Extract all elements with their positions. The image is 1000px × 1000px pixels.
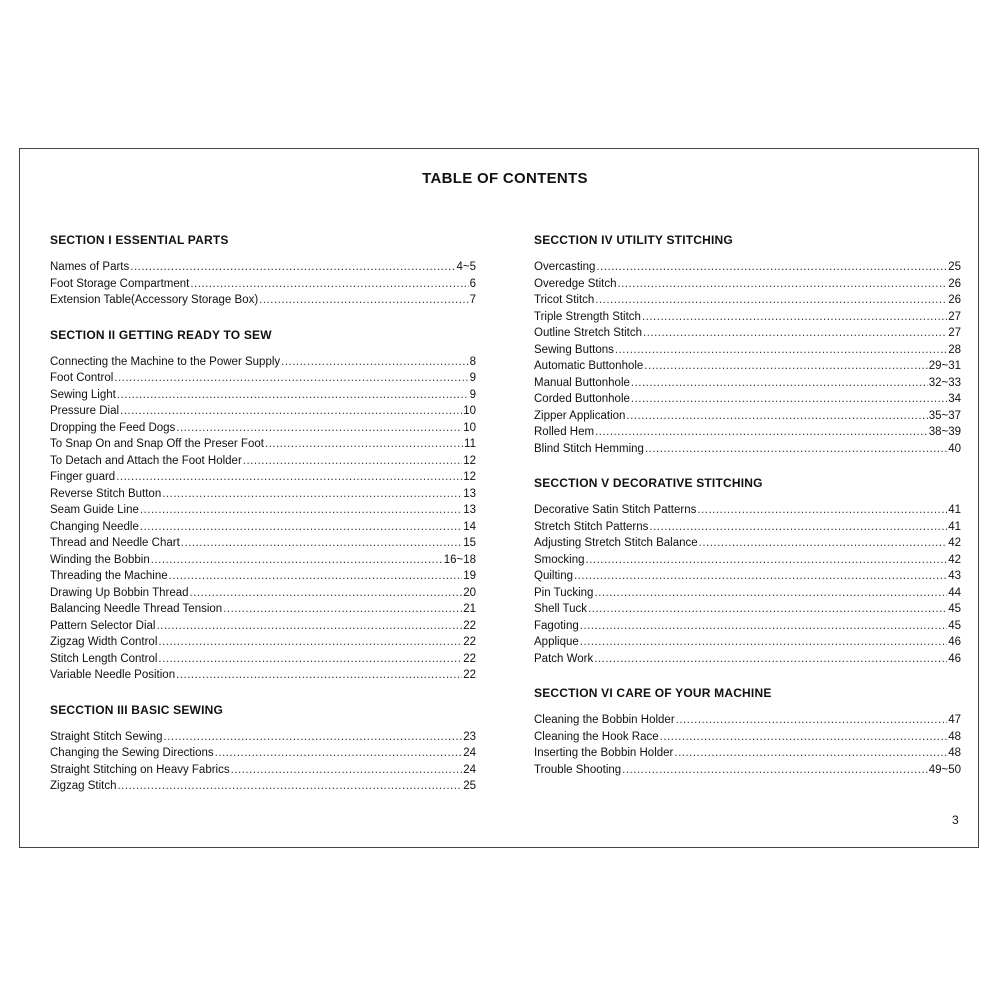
toc-entry-label: To Snap On and Snap Off the Preser Foot	[50, 438, 264, 450]
toc-entry-page: 4~5	[456, 261, 476, 273]
toc-entry	[534, 651, 961, 668]
toc-entry	[50, 601, 476, 618]
dot-leader	[117, 387, 469, 404]
toc-entry-page: 24	[463, 747, 476, 759]
dot-leader	[594, 651, 947, 668]
dot-leader	[162, 486, 462, 503]
dot-leader	[631, 375, 928, 392]
toc-entry-page: 12	[463, 454, 476, 467]
dot-leader	[117, 778, 462, 795]
toc-entry	[534, 729, 961, 746]
toc-entry	[534, 712, 961, 729]
dot-leader	[631, 391, 947, 408]
toc-entry-page: 38~39	[928, 426, 961, 438]
toc-entry-page: 49~50	[928, 763, 961, 776]
dot-leader	[615, 342, 947, 359]
toc-entry-list	[50, 259, 476, 309]
toc-entry-label: Fagoting	[534, 619, 579, 632]
dot-leader	[697, 502, 947, 519]
toc-entry-page: 43	[948, 570, 961, 582]
toc-entry	[534, 745, 961, 762]
toc-entry	[534, 375, 961, 392]
dot-leader	[622, 762, 928, 779]
toc-entry-label: Zipper Application	[534, 409, 626, 422]
page-number: 3	[952, 813, 959, 827]
right-column	[534, 232, 961, 796]
toc-entry	[534, 292, 961, 309]
toc-entry-label: To Detach and Attach the Foot Holder	[50, 454, 242, 467]
toc-entry-label: Pressure Dial	[50, 405, 120, 417]
toc-entry	[50, 778, 476, 795]
toc-entry-label: Zigzag Width Control	[50, 636, 158, 648]
toc-entry	[50, 453, 476, 470]
dot-leader	[649, 519, 947, 536]
toc-entry	[534, 601, 961, 618]
toc-entry-label: Balancing Needle Thread Tension	[50, 603, 223, 615]
toc-entry-page: 8	[469, 355, 476, 368]
toc-entry-label: Overedge Stitch	[534, 277, 617, 290]
toc-entry-page: 19	[463, 570, 476, 582]
dot-leader	[617, 276, 947, 293]
dot-leader	[190, 276, 468, 293]
toc-entry-page: 24	[463, 763, 476, 776]
toc-entry-page: 45	[948, 619, 961, 632]
dot-leader	[674, 745, 947, 762]
toc-entry	[50, 469, 476, 486]
toc-entry-page: 14	[463, 520, 476, 533]
toc-entry	[534, 441, 961, 458]
dot-leader	[676, 712, 948, 729]
toc-entry	[534, 552, 961, 569]
toc-entry-list	[50, 354, 476, 684]
toc-entry	[534, 259, 961, 276]
toc-entry-label: Zigzag Stitch	[50, 780, 117, 792]
toc-entry	[50, 762, 476, 779]
toc-entry-label: Winding the Bobbin	[50, 553, 150, 566]
toc-entry-label: Thread and Needle Chart	[50, 537, 180, 549]
dot-leader	[243, 453, 462, 470]
toc-entry-label: Stretch Stitch Patterns	[534, 520, 649, 533]
toc-entry-page: 28	[948, 343, 961, 356]
toc-entry-label: Applique	[534, 636, 579, 648]
dot-leader	[215, 745, 463, 762]
toc-entry-page: 6	[469, 277, 476, 290]
toc-entry-label: Corded Buttonhole	[534, 393, 630, 405]
toc-entry	[534, 634, 961, 651]
toc-entry-label: Threading the Machine	[50, 570, 168, 582]
section-heading: SECCTION III BASIC SEWING	[50, 702, 224, 717]
toc-entry	[50, 420, 476, 437]
toc-entry	[534, 585, 961, 602]
toc-entry-page: 40	[948, 442, 961, 455]
toc-entry	[50, 519, 476, 536]
dot-leader	[120, 403, 462, 420]
toc-entry-page: 47	[948, 714, 961, 726]
toc-entry-label: Reverse Stitch Button	[50, 487, 162, 500]
toc-entry-label: Pin Tucking	[534, 586, 594, 599]
toc-entry	[50, 292, 476, 309]
dot-leader	[130, 259, 455, 276]
toc-entry	[534, 502, 961, 519]
toc-entry-label: Sewing Light	[50, 388, 116, 401]
toc-entry-page: 22	[463, 619, 476, 632]
toc-entry-page: 26	[948, 277, 961, 290]
toc-entry-page: 45	[948, 603, 961, 615]
toc-entry-page: 34	[948, 393, 961, 405]
section-heading: SECCTION IV UTILITY STITCHING	[534, 233, 733, 247]
toc-entry-list	[534, 502, 961, 667]
toc-entry-page: 48	[948, 730, 961, 743]
toc-entry-list	[534, 259, 961, 457]
dot-leader	[223, 601, 462, 618]
toc-entry-label: Triple Strength Stitch	[534, 310, 641, 323]
toc-entry-label: Foot Storage Compartment	[50, 277, 190, 290]
toc-entry-page: 25	[948, 261, 961, 273]
toc-entry-label: Variable Needle Position	[50, 669, 176, 681]
dot-leader	[586, 552, 948, 569]
toc-entry-label: Seam Guide Line	[50, 504, 139, 516]
toc-entry-label: Overcasting	[534, 261, 596, 273]
section-heading: SECCTION VI CARE OF YOUR MACHINE	[534, 686, 772, 700]
toc-entry	[50, 745, 476, 762]
toc-entry-page: 13	[463, 504, 476, 516]
toc-entry-label: Inserting the Bobbin Holder	[534, 747, 674, 759]
toc-entry-label: Finger guard	[50, 471, 116, 483]
toc-entry	[50, 618, 476, 635]
toc-entry-label: Outline Stretch Stitch	[534, 327, 643, 339]
toc-entry	[534, 358, 961, 375]
toc-entry-label: Changing Needle	[50, 520, 139, 533]
toc-entry-label: Decorative Satin Stitch Patterns	[534, 504, 697, 516]
dot-leader	[699, 535, 948, 552]
section-heading: SECTION II GETTING READY TO SEW	[50, 327, 272, 342]
toc-entry	[50, 568, 476, 585]
toc-entry	[50, 634, 476, 651]
toc-entry-page: 12	[463, 471, 476, 483]
toc-entry-page: 7	[469, 294, 476, 306]
dot-leader	[164, 729, 463, 746]
toc-entry-page: 42	[948, 537, 961, 549]
toc-entry-label: Trouble Shooting	[534, 763, 622, 776]
dot-leader	[596, 259, 947, 276]
toc-entry-label: Dropping the Feed Dogs	[50, 421, 176, 434]
dot-leader	[169, 568, 463, 585]
toc-entry	[50, 370, 476, 387]
toc-entry	[534, 325, 961, 342]
toc-entry	[534, 309, 961, 326]
dot-leader	[580, 618, 947, 635]
dot-leader	[190, 585, 463, 602]
toc-entry-label: Stitch Length Control	[50, 652, 158, 665]
toc-entry	[50, 585, 476, 602]
dot-leader	[595, 292, 947, 309]
toc-entry	[534, 276, 961, 293]
toc-entry-label: Tricot Stitch	[534, 294, 595, 306]
page-title: TABLE OF CONTENTS	[422, 170, 588, 187]
toc-entry-page: 22	[463, 652, 476, 665]
dot-leader	[595, 424, 928, 441]
toc-entry-page: 22	[463, 669, 476, 681]
dot-leader	[151, 552, 443, 569]
toc-entry-label: Cleaning the Bobbin Holder	[534, 714, 675, 726]
toc-entry-page: 10	[463, 421, 476, 434]
toc-entry	[50, 502, 476, 519]
toc-entry	[534, 568, 961, 585]
dot-leader	[574, 568, 947, 585]
toc-entry	[50, 354, 476, 371]
toc-entry-label: Straight Stitch Sewing	[50, 730, 163, 743]
toc-entry-label: Extension Table(Accessory Storage Box)	[50, 294, 259, 306]
toc-entry-list	[50, 729, 476, 795]
toc-entry-label: Sewing Buttons	[534, 343, 614, 356]
dot-leader	[176, 667, 462, 684]
toc-entry	[50, 552, 476, 569]
dot-leader	[594, 585, 947, 602]
toc-entry	[50, 259, 476, 276]
toc-entry	[50, 651, 476, 668]
toc-entry-label: Shell Tuck	[534, 603, 588, 615]
toc-entry-page: 46	[948, 636, 961, 648]
toc-entry	[534, 391, 961, 408]
dot-leader	[181, 535, 462, 552]
toc-entry-page: 41	[948, 504, 961, 516]
dot-leader	[140, 502, 462, 519]
toc-entry	[534, 408, 961, 425]
dot-leader	[140, 519, 462, 536]
dot-leader	[114, 370, 468, 387]
toc-entry	[534, 535, 961, 552]
toc-entry-label: Patch Work	[534, 652, 594, 665]
left-column	[50, 232, 476, 813]
toc-entry	[50, 276, 476, 293]
dot-leader	[176, 420, 462, 437]
toc-entry	[534, 762, 961, 779]
toc-entry-page: 13	[463, 487, 476, 500]
toc-entry-label: Smocking	[534, 553, 585, 566]
toc-entry-label: Quilting	[534, 570, 573, 582]
toc-entry	[50, 387, 476, 404]
dot-leader	[158, 651, 462, 668]
toc-entry	[534, 424, 961, 441]
toc-entry-label: Foot Control	[50, 372, 114, 384]
dot-leader	[645, 441, 947, 458]
toc-entry-page: 10	[463, 405, 476, 417]
toc-entry-label: Changing the Sewing Directions	[50, 747, 214, 759]
toc-entry-label: Connecting the Machine to the Power Supply	[50, 355, 281, 368]
toc-entry-page: 26	[948, 294, 961, 306]
section-heading: SECCTION V DECORATIVE STITCHING	[534, 476, 763, 490]
toc-entry-page: 22	[463, 636, 476, 648]
toc-entry-page: 23	[463, 730, 476, 743]
toc-entry	[50, 729, 476, 746]
toc-entry-label: Adjusting Stretch Stitch Balance	[534, 537, 698, 549]
toc-entry-list	[534, 712, 961, 778]
toc-entry-page: 11	[464, 438, 476, 450]
toc-entry-label: Straight Stitching on Heavy Fabrics	[50, 763, 230, 776]
dot-leader	[259, 292, 468, 309]
toc-entry-label: Automatic Buttonhole	[534, 360, 644, 372]
toc-entry-page: 44	[948, 586, 961, 599]
toc-entry-page: 27	[948, 327, 961, 339]
toc-entry-page: 9	[469, 388, 476, 401]
toc-entry-page: 29~31	[928, 360, 961, 372]
toc-entry	[50, 535, 476, 552]
toc-entry-label: Rolled Hem	[534, 426, 595, 438]
toc-entry-page: 9	[469, 372, 476, 384]
toc-entry-page: 20	[463, 586, 476, 599]
dot-leader	[626, 408, 927, 425]
dot-leader	[265, 436, 463, 453]
dot-leader	[642, 309, 947, 326]
toc-entry-page: 48	[948, 747, 961, 759]
toc-entry	[50, 486, 476, 503]
dot-leader	[588, 601, 947, 618]
toc-entry-label: Manual Buttonhole	[534, 376, 630, 389]
toc-entry-label: Drawing Up Bobbin Thread	[50, 586, 189, 599]
toc-entry-page: 27	[948, 310, 961, 323]
dot-leader	[580, 634, 947, 651]
toc-entry-page: 32~33	[928, 376, 961, 389]
toc-entry	[50, 667, 476, 684]
toc-entry-page: 42	[948, 553, 961, 566]
toc-entry-page: 15	[463, 537, 476, 549]
dot-leader	[156, 618, 462, 635]
toc-entry-page: 16~18	[443, 553, 476, 566]
dot-leader	[660, 729, 948, 746]
toc-entry-page: 35~37	[928, 409, 961, 422]
toc-entry-label: Blind Stitch Hemming	[534, 442, 644, 455]
section-heading: SECTION I ESSENTIAL PARTS	[50, 233, 229, 247]
toc-entry-page: 21	[463, 603, 476, 615]
dot-leader	[116, 469, 462, 486]
toc-entry	[50, 436, 476, 453]
dot-leader	[644, 358, 927, 375]
toc-entry-page: 41	[948, 520, 961, 533]
toc-entry	[534, 342, 961, 359]
dot-leader	[643, 325, 947, 342]
toc-entry-label: Pattern Selector Dial	[50, 619, 156, 632]
toc-entry-label: Names of Parts	[50, 261, 130, 273]
dot-leader	[158, 634, 462, 651]
toc-entry-page: 25	[463, 780, 476, 792]
dot-leader	[281, 354, 468, 371]
toc-entry	[534, 519, 961, 536]
dot-leader	[231, 762, 463, 779]
toc-entry-page: 46	[948, 652, 961, 665]
toc-entry-label: Cleaning the Hook Race	[534, 730, 659, 743]
toc-entry	[534, 618, 961, 635]
toc-entry	[50, 403, 476, 420]
